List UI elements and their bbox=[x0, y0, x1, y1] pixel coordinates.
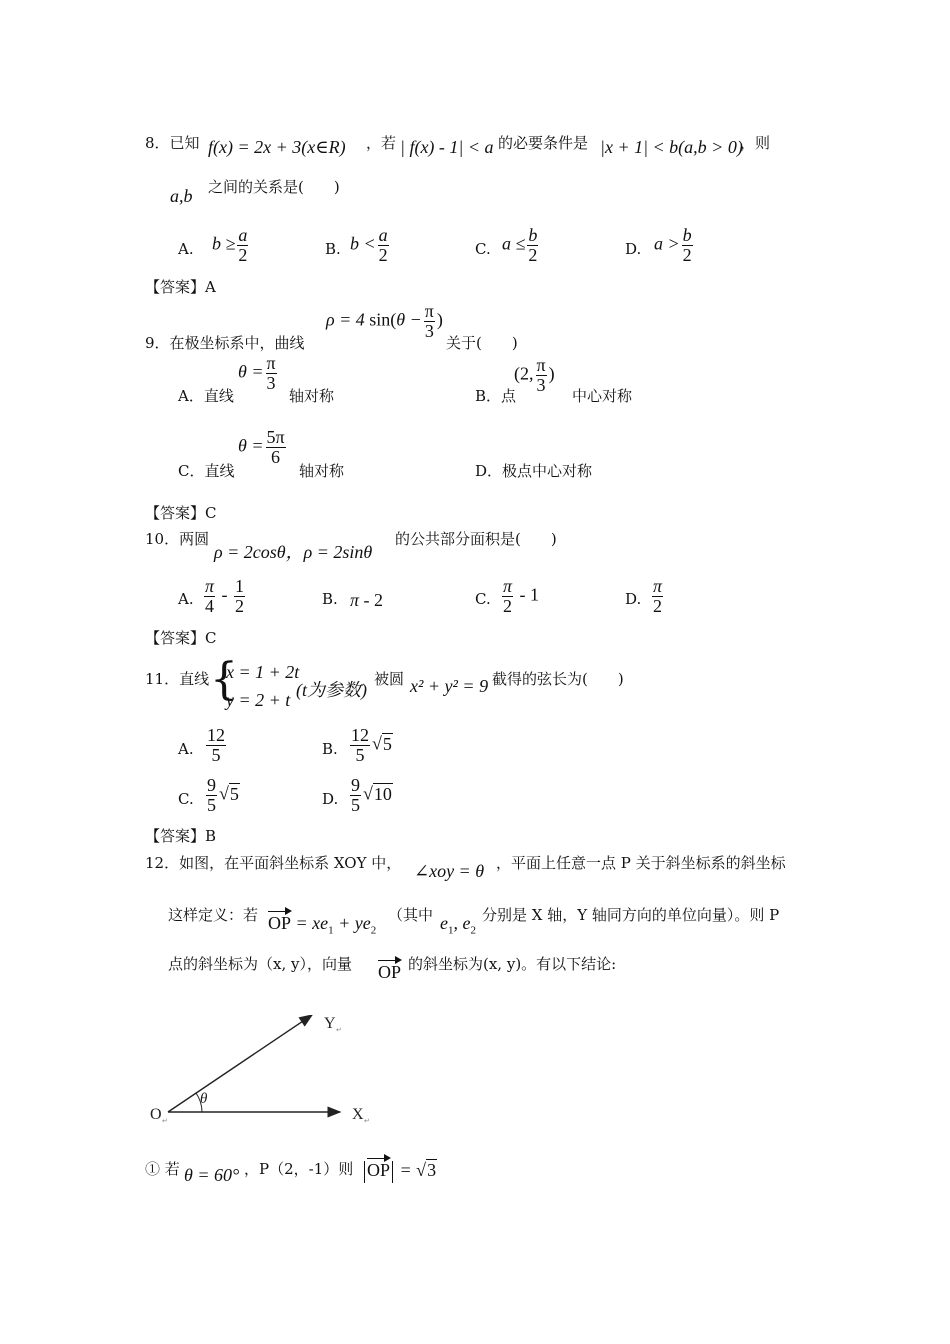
q12-claim1-theta: θ = 60° bbox=[184, 1165, 240, 1185]
q11-option-b-label: B. bbox=[322, 740, 338, 758]
q10-circles: ρ = 2cosθ，ρ = 2sinθ bbox=[214, 542, 373, 562]
origin-mark: ↵ bbox=[162, 1117, 168, 1125]
q8-option-d-label: D. bbox=[625, 240, 642, 258]
q10-option-d-label: D. bbox=[625, 590, 642, 608]
q12-angle: ∠xoy = θ bbox=[414, 861, 485, 881]
q12-vector-equation: OP = $xe_1 + ye_2$ bbox=[268, 913, 377, 937]
q9-option-b-expr: (2, $\frac{\pi}{3}$ ) bbox=[514, 355, 555, 395]
q10-option-d-expr: $\frac{\pi}{2}$ bbox=[653, 576, 663, 616]
q9-answer: 【答案】C bbox=[145, 504, 217, 522]
q10-tail: 的公共部分面积是( ) bbox=[395, 530, 557, 548]
q8-option-a-label: A. bbox=[178, 240, 194, 258]
q9-option-c-suffix: 轴对称 bbox=[299, 462, 345, 480]
q12-line2-b: （其中 bbox=[388, 906, 434, 924]
q9-option-d-label: D．极点中心对称 bbox=[475, 462, 593, 480]
q11-number: 11．直线 bbox=[145, 670, 210, 688]
q12-claim1-b: ，P（2，-1）则 bbox=[244, 1160, 354, 1178]
q8-option-b-expr: b < $\frac{a}{2}$ bbox=[350, 225, 388, 265]
q11-option-d-label: D. bbox=[322, 790, 339, 808]
q10-option-a-expr: $\frac{\pi}{4}$ - $\frac{1}{2}$ bbox=[205, 576, 245, 616]
q8-tail: 之间的关系是( ) bbox=[208, 178, 340, 196]
q8-vars: a,b bbox=[170, 186, 193, 206]
q9-option-a-suffix: 轴对称 bbox=[289, 387, 335, 405]
q9-number: 9．在极坐标系中，曲线 bbox=[145, 334, 305, 352]
q11-option-c-expr: $\frac{9}{5}$ √5 bbox=[207, 775, 239, 815]
q11-brace: { bbox=[210, 654, 238, 705]
q11-answer: 【答案】B bbox=[145, 827, 217, 845]
x-axis-mark: ↵ bbox=[364, 1117, 370, 1125]
q10-option-c-expr: $\frac{\pi}{2}$ - 1 bbox=[503, 576, 540, 616]
q11-option-a-expr: $\frac{12}{5}$ bbox=[207, 725, 225, 765]
q12-op-vector: OP bbox=[268, 913, 292, 933]
q11-param: (t为参数) bbox=[296, 680, 367, 700]
q8-comma: ，若 bbox=[366, 134, 397, 152]
q12-line3-b: 的斜坐标为(x, y)。有以下结论: bbox=[408, 955, 617, 973]
q8-option-b-label: B. bbox=[325, 240, 341, 258]
y-axis-mark: ↵ bbox=[336, 1026, 342, 1034]
y-axis-arrow bbox=[168, 1015, 312, 1112]
q9-option-a-label: A．直线 bbox=[178, 387, 234, 405]
q8-function: f(x) = 2x + 3(x∈R) bbox=[208, 137, 346, 157]
q10-option-a-label: A. bbox=[178, 590, 194, 608]
q12-line1-b: ，平面上任意一点 P 关于斜坐标系的斜坐标 bbox=[496, 854, 786, 872]
q12-claim1-c: OP = √3 bbox=[362, 1160, 437, 1183]
q8-option-a-expr: b ≥ $\frac{a}{2}$ bbox=[212, 225, 248, 265]
q10-option-c-label: C. bbox=[475, 590, 491, 608]
q12-basis: $e_1$, $e_2$ bbox=[440, 913, 476, 937]
q9-option-c-label: C．直线 bbox=[178, 462, 235, 480]
q8-middle-text: 的必要条件是 bbox=[498, 134, 589, 152]
q8-number: 8．已知 bbox=[145, 134, 200, 152]
q12-line1-a: 12．如图，在平面斜坐标系 XOY 中， bbox=[145, 854, 402, 872]
q8-option-d-expr: a > $\frac{b}{2}$ bbox=[654, 225, 692, 265]
q9-curve: ρ = 4 sin(θ − $\frac{\pi}{3}$ ) bbox=[326, 301, 443, 341]
q12-line2-c: 分别是 X 轴，Y 轴同方向的单位向量）。则 P bbox=[482, 906, 780, 924]
q12-line2-a: 这样定义：若 bbox=[168, 906, 259, 924]
q12-line3-a: 点的斜坐标为（x, y），向量 bbox=[168, 955, 352, 973]
q12-claim1-a: ① 若 bbox=[145, 1160, 180, 1178]
q11-option-b-expr: $\frac{12}{5}$ √5 bbox=[351, 725, 392, 765]
q8-answer: 【答案】A bbox=[145, 278, 216, 296]
q9-tail: 关于( ) bbox=[446, 334, 518, 352]
oblique-axes-figure bbox=[140, 1015, 390, 1140]
theta-label: θ bbox=[200, 1091, 208, 1107]
q8-option-c-label: C. bbox=[475, 240, 491, 258]
x-axis-label: X bbox=[352, 1106, 364, 1123]
q9-option-a-expr: θ = $\frac{\pi}{3}$ bbox=[238, 353, 276, 393]
q8-then: ，则 bbox=[740, 134, 771, 152]
q11-tail: 截得的弦长为( ) bbox=[492, 670, 624, 688]
origin-label: O bbox=[150, 1106, 162, 1123]
q11-option-c-label: C. bbox=[178, 790, 194, 808]
q10-option-b-expr: π - 2 bbox=[350, 590, 384, 610]
q11-line-x: x = 1 + 2t bbox=[226, 662, 300, 682]
q11-option-d-expr: $\frac{9}{5}$ √10 bbox=[351, 775, 392, 815]
q11-line-y: y = 2 + t bbox=[226, 690, 291, 710]
q11-circle: x² + y² = 9 bbox=[410, 676, 489, 696]
q8-condition-2: |x + 1| < b(a,b > 0) bbox=[600, 137, 743, 157]
q11-option-a-label: A. bbox=[178, 740, 194, 758]
q11-middle: 被圆 bbox=[374, 670, 405, 688]
q9-option-c-expr: θ = $\frac{5\pi}{6}$ bbox=[238, 427, 285, 467]
q8-condition-1: | f(x) - 1| < a bbox=[400, 137, 494, 157]
q9-option-b-suffix: 中心对称 bbox=[572, 387, 633, 405]
q12-vector: OP bbox=[378, 962, 402, 982]
q9-option-b-label: B．点 bbox=[475, 387, 517, 405]
q10-answer: 【答案】C bbox=[145, 629, 217, 647]
q10-option-b-label: B. bbox=[322, 590, 338, 608]
q10-number: 10．两圆 bbox=[145, 530, 210, 548]
q8-option-c-expr: a ≤ $\frac{b}{2}$ bbox=[502, 225, 538, 265]
y-axis-label: Y bbox=[324, 1015, 336, 1032]
